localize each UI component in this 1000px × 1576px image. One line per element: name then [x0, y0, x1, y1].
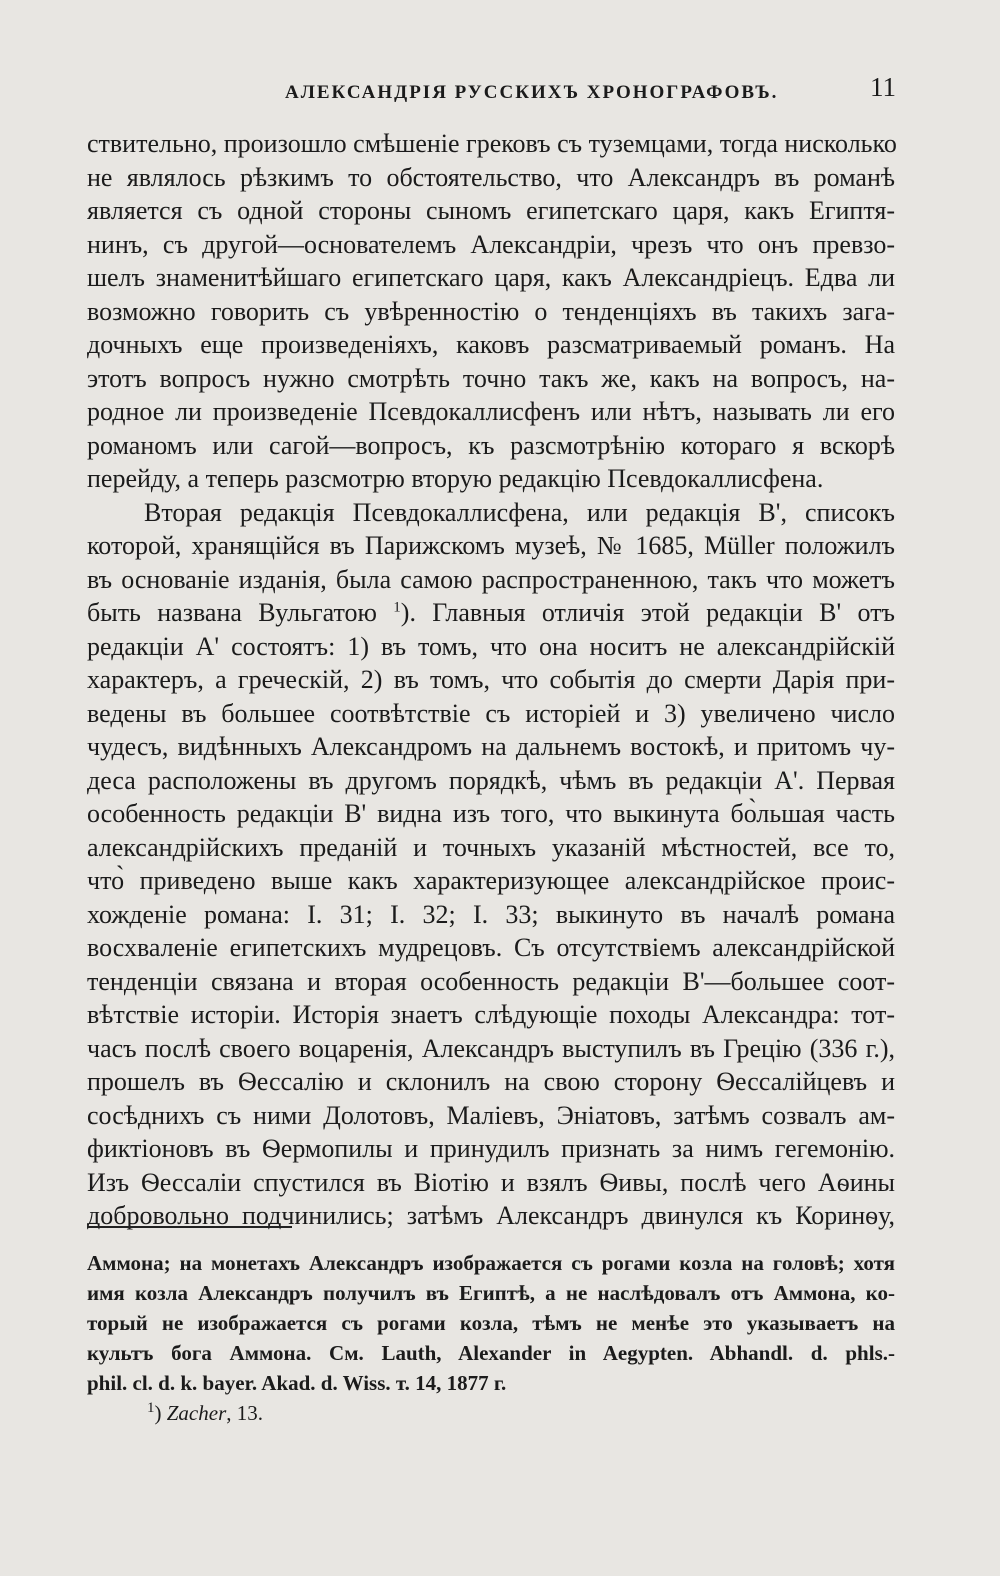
text-line: дочныхъ еще произведеніяхъ, каковъ разсматриваемый романъ. На [87, 330, 895, 359]
footnotes [87, 1248, 895, 1428]
footnote-line: Аммона; на монетахъ Александръ изображается съ рогами козла на головѣ; хотя [87, 1251, 895, 1275]
text-segment: ). Главныя отличія этой редакціи B' отъ [400, 598, 895, 627]
text-line: тенденціи связана и вторая особенность редакціи B'—большее соот- [87, 966, 895, 996]
paragraph-start-line: Вторая редакція Псевдокаллисфена, или редакція B', списокъ [144, 497, 895, 527]
footnote-mark: 1 [147, 1400, 155, 1416]
text-line: ведены въ большее соотвѣтствіе съ исторіей и 3) увеличено число [87, 698, 895, 728]
text-line: вѣтствіе исторіи. Исторія знаетъ слѣдующіе походы Александра: тот- [87, 1000, 895, 1029]
page-number: 11 [870, 72, 896, 102]
text-line: редакціи A' состоятъ: 1) въ томъ, что она носитъ не александрійскій [87, 631, 895, 661]
footnote-line: phil. cl. d. k. bayer. Akad. d. Wiss. т. 14, 1877 г. [87, 1371, 507, 1395]
text-line: фиктіоновъ въ Ѳермопилы и принудилъ признать за нимъ гегемонію. [87, 1134, 895, 1163]
text-line: характеръ, а греческій, 2) въ томъ, что событія до смерти Дарія при- [87, 665, 895, 694]
running-title: АЛЕКСАНДРІЯ РУССКИХЪ ХРОНОГРАФОВЪ. [285, 82, 779, 103]
text-line: ствительно, произошло смѣшеніе грековъ съ туземцами, тогда нисколько [87, 129, 897, 158]
text-line: восхваленіе египетскихъ мудрецовъ. Съ отсутствіемъ александрійской [87, 933, 895, 962]
text-line: является съ одной стороны сыномъ египетскаго царя, какъ Египтя- [87, 196, 895, 225]
text-line: родное ли произведеніе Псевдокаллисфенъ или нѣтъ, называть ли его [87, 397, 895, 426]
text-line: добровольно подчинились; затѣмъ Александръ двинулся къ Коринѳу, [87, 1201, 895, 1230]
footnote-line: имя козла Александръ получилъ въ Египтѣ, а не наслѣдовалъ отъ Аммона, ко- [87, 1281, 895, 1305]
text-line: сосѣднихъ съ ними Долотовъ, Маліевъ, Энiатовъ, затѣмъ созвалъ ам- [87, 1100, 895, 1130]
text-line-with-footnote-ref [87, 596, 895, 630]
footnote-1: $^1$) Zacher, 13. [147, 1400, 263, 1425]
text-line: перейду, а теперь разсмотрю вторую редакцію Псевдокаллисфена. [87, 464, 824, 493]
text-line: не являлось рѣзкимъ то обстоятельство, что Александръ въ романѣ [87, 162, 895, 192]
text-line: въ основаніе изданія, была самою распространенною, такъ что можетъ [87, 564, 895, 594]
text-line: деса расположены въ другомъ порядкѣ, чѣмъ въ редакціи A'. Первая [87, 765, 895, 795]
text-line: нинъ, съ другой—основателемъ Александріи, чрезъ что онъ превзо- [87, 229, 895, 259]
text-segment: быть названа Вульгатою [87, 598, 394, 627]
text-line: особенность редакціи B' видна изъ того, что выкинута бо̀льшая часть [87, 799, 895, 828]
footnote-author: Zacher [166, 1401, 227, 1425]
text-line: шелъ знаменитѣйшаго египетскаго царя, какъ Александріецъ. Едва ли [87, 263, 895, 292]
footnote-line: культъ бога Аммона. См. Lauth, Alexander in Aegypten. Abhandl. d. phls.- [87, 1341, 895, 1365]
text-line: чудесъ, видѣнныхъ Александромъ на дальнемъ востокѣ, и притомъ чу- [87, 732, 895, 761]
footnote-page: , 13. [226, 1401, 263, 1425]
text-line: прошелъ въ Ѳессалію и склонилъ на свою сторону Ѳессалійцевъ и [87, 1067, 895, 1096]
text-line: Изъ Ѳессаліи спустился въ Віотію и взялъ Ѳивы, послѣ чего Аѳины [87, 1167, 895, 1197]
footnote-reference[interactable]: 1 [393, 599, 401, 616]
text-line: что̀ приведено выше какъ характеризующее александрійское проис- [87, 866, 895, 895]
text-line: романомъ или сагой—вопросъ, къ разсмотрѣнію котораго я вскорѣ [87, 430, 895, 460]
page-header [0, 72, 1000, 112]
main-text [87, 127, 895, 1233]
text-line: александрійскихъ преданій и точныхъ указаній мѣстностей, все то, [87, 832, 895, 862]
text-line: хожденіе романа: I. 31; I. 32; I. 33; выкинуто въ началѣ романа [87, 899, 895, 929]
footnote-divider [87, 1226, 292, 1228]
footnote-line: торый не изображается съ рогами козла, тѣмъ не менѣе это указываетъ на [87, 1311, 895, 1335]
text-line: часъ послѣ своего воцаренія, Александръ выступилъ въ Грецію (336 г.), [87, 1033, 895, 1063]
text-line: которой, хранящійся въ Парижскомъ музеѣ, № 1685, Müller положилъ [87, 531, 895, 560]
text-line: этотъ вопросъ нужно смотрѣть точно такъ же, какъ на вопросъ, на- [87, 363, 895, 393]
text-line: возможно говорить съ увѣренностію о тенденціяхъ въ такихъ зага- [87, 296, 895, 326]
